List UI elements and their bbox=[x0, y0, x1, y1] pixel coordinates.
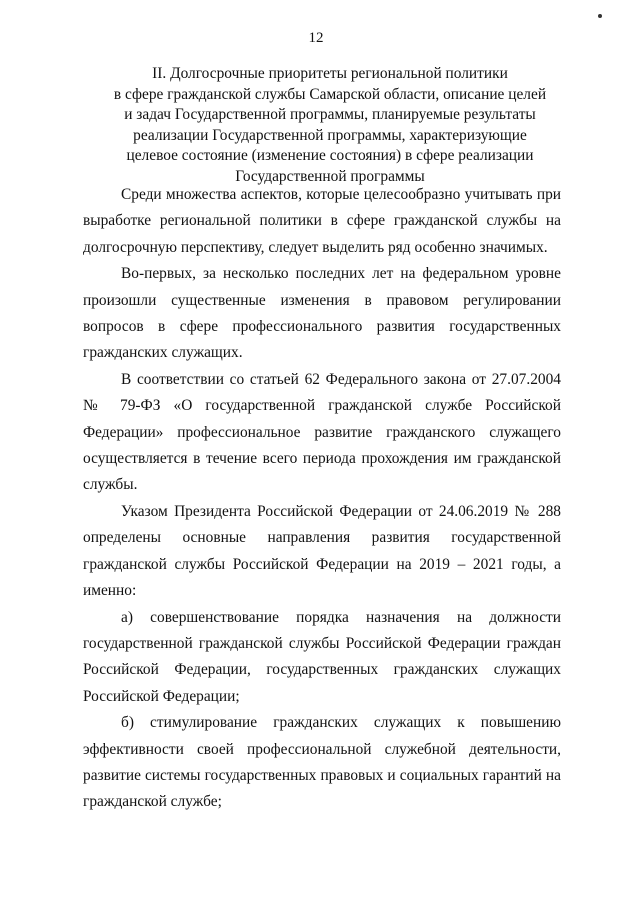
list-item-a: а) совершенствование порядка назначения на должности государственной гражданской службы Российской Федерации граждан Российской Федерации, государственных гражданских служащих Российской Федерации; bbox=[83, 608, 561, 705]
scan-speck bbox=[598, 14, 602, 18]
paragraph: Во-первых, за несколько последних лет на федеральном уровне произошли существенные изменения в правовом регулировании вопросов в сфере профессионального развития государственных гражданских служащих. bbox=[83, 265, 561, 362]
section-heading bbox=[90, 64, 570, 187]
heading-line: целевое состояние (изменение состояния) в сфере реализации bbox=[126, 147, 534, 164]
heading-line: II. Долгосрочные приоритеты региональной политики bbox=[152, 65, 508, 82]
page-number: 12 bbox=[308, 30, 324, 46]
paragraph: Указом Президента Российской Федерации от 24.06.2019 № 288 определены основные направления развития государственной гражданской службы Российской Федерации на 2019 – 2021 годы, а именно: bbox=[83, 502, 561, 600]
list-item-b: б) стимулирование гражданских служащих к повышению эффективности своей профессиональной служебной деятельности, развитие системы государственных правовых и социальных гарантий на гражданской службе; bbox=[83, 714, 561, 811]
paragraph: Среди множества аспектов, которые целесообразно учитывать при выработке региональной политики в сфере гражданской службы на долгосрочную перспективу, следует выделить ряд особенно значимых. bbox=[83, 186, 561, 256]
heading-line: Государственной программы bbox=[235, 167, 425, 185]
heading-line: реализации Государственной программы, характеризующие bbox=[133, 126, 527, 144]
body-text bbox=[83, 182, 561, 816]
paragraph: В соответствии со статьей 62 Федерального закона от 27.07.2004 № 79-ФЗ «О государственной гражданской службе Российской Федерации» профессиональное развитие гражданского служащего осуществляется в течение всего периода прохождения им гражданской службы. bbox=[83, 370, 561, 494]
heading-line: в сфере гражданской службы Самарской области, описание целей bbox=[113, 85, 547, 103]
heading-line: и задач Государственной программы, планируемые результаты bbox=[124, 106, 536, 123]
